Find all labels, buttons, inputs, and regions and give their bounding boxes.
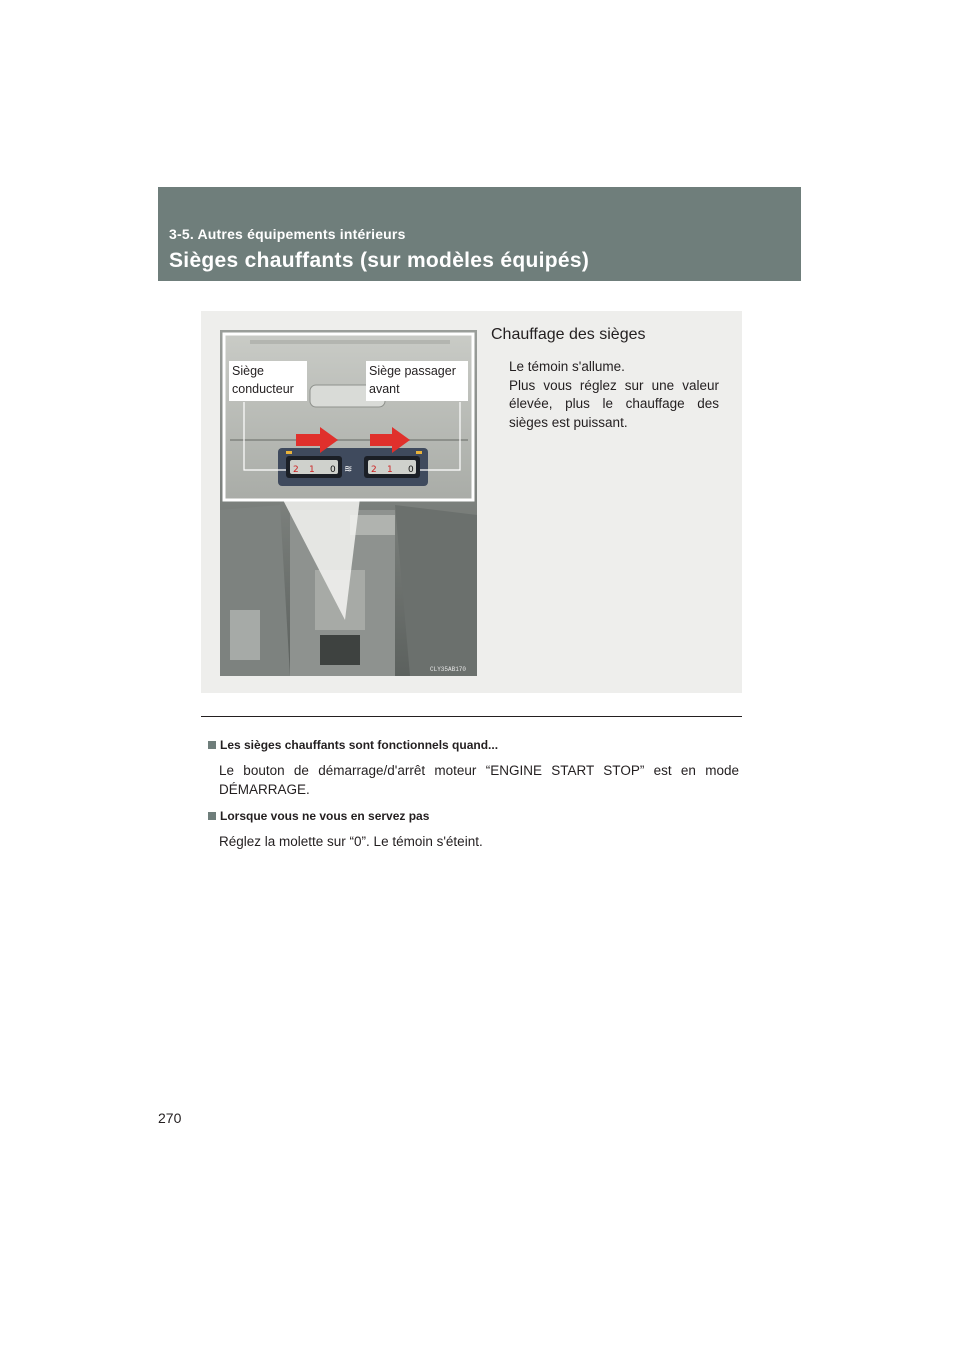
description-line-1: Le témoin s'allume. (509, 359, 625, 374)
callout-passenger-seat (366, 361, 468, 401)
description-body (509, 358, 719, 432)
driver-dial-label-2: 2 (293, 465, 299, 475)
description-line-2: Plus vous réglez sur une valeur élevée, plus le chauffage des sièges est puissant. (509, 377, 719, 430)
callout-passenger-line-2: avant (369, 382, 400, 396)
callout-driver-line-2: conducteur (232, 382, 294, 396)
note-heading-1 (208, 738, 498, 752)
callout-driver-seat (229, 361, 307, 401)
passenger-dial-label-1: 1 (387, 465, 393, 475)
section-divider (201, 716, 742, 717)
square-bullet-icon (208, 812, 216, 820)
description-title: Chauffage des sièges (491, 326, 646, 343)
section-label: 3-5. Autres équipements intérieurs (169, 226, 406, 242)
chapter-header (158, 187, 801, 281)
note-text-1: Le bouton de démarrage/d'arrêt moteur “ENGINE START STOP” est en mode DÉMARRAGE. (219, 763, 739, 797)
passenger-dial-label-2: 2 (371, 465, 377, 475)
svg-text:≋: ≋ (344, 464, 353, 475)
note-text-2: Réglez la molette sur “0”. Le témoin s'éteint. (219, 834, 483, 849)
driver-dial-label-0: 0 (330, 465, 336, 475)
image-code: CLY35AB170 (430, 666, 467, 673)
note-heading-2 (208, 809, 429, 823)
note-heading-2-text: Lorsque vous ne vous en servez pas (220, 809, 430, 823)
square-bullet-icon (208, 741, 216, 749)
page-number: 270 (158, 1110, 182, 1126)
passenger-dial-label-0: 0 (408, 465, 414, 475)
callout-passenger-line-1: Siège passager (369, 364, 456, 378)
page-title: Sièges chauffants (sur modèles équipés) (169, 249, 590, 272)
callout-driver-line-1: Siège (232, 364, 264, 378)
note-heading-1-text: Les sièges chauffants sont fonctionnels quand... (220, 738, 499, 752)
driver-dial-label-1: 1 (309, 465, 315, 475)
